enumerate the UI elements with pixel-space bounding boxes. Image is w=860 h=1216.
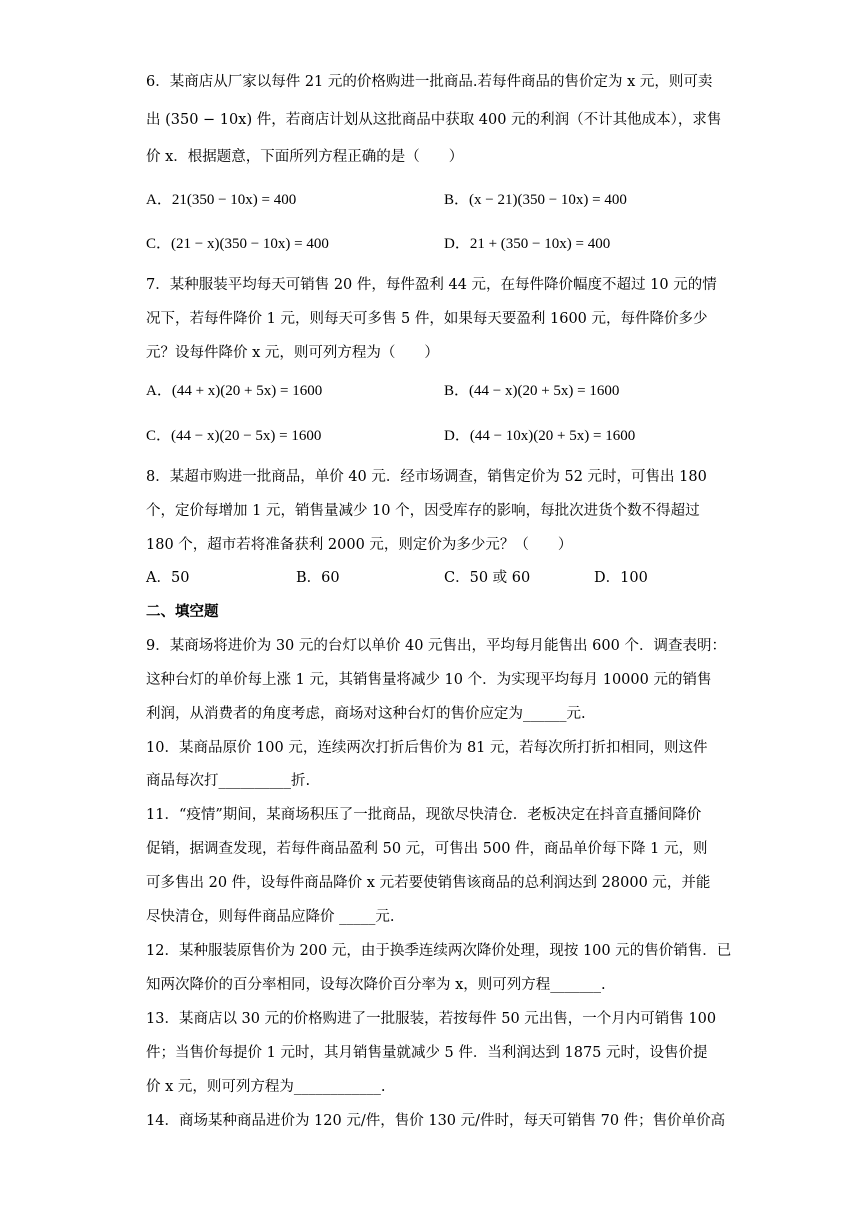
question-6-line-2: 出 (350 − 10x) 件，若商店计划从这批商品中获取 400 元的利润（不计其他成本），求售 xyxy=(146,112,722,128)
question-8-option-a: A．50 xyxy=(146,570,190,586)
question-7-option-c: C．(44 − x)(20 − 5x) = 1600 xyxy=(146,428,322,444)
question-6-option-c: C．(21 − x)(350 − 10x) = 400 xyxy=(146,236,329,252)
question-9-line-3: 利润，从消费者的角度考虑，商场对这种台灯的售价应定为______元. xyxy=(146,706,586,722)
question-13-line-3: 价 x 元，则可列方程为____________. xyxy=(146,1079,386,1095)
question-7-option-a: A．(44 + x)(20 + 5x) = 1600 xyxy=(146,383,323,399)
question-11-line-1: 11．“疫情”期间，某商场积压了一批商品，现欲尽快清仓．老板决定在抖音直播间降价 xyxy=(146,807,702,823)
question-7-line-2: 况下，若每件降价 1 元，则每天可多售 5 件，如果每天要盈利 1600 元，每件降价多少 xyxy=(146,311,708,327)
question-6-option-b: B．(x − 21)(350 − 10x) = 400 xyxy=(444,192,627,208)
question-8-line-2: 个，定价每增加 1 元，销售量减少 10 个，因受库存的影响，每批次进货个数不得超过 xyxy=(146,503,700,519)
question-6-option-a: A．21(350 − 10x) = 400 xyxy=(146,192,297,208)
question-7-line-3: 元？设每件降价 x 元，则可列方程为（ ） xyxy=(146,345,439,361)
question-8-line-3: 180 个，超市若将准备获利 2000 元，则定价为多少元？（ ） xyxy=(146,537,573,553)
question-7-option-d: D．(44 − 10x)(20 + 5x) = 1600 xyxy=(444,428,636,444)
question-13-line-2: 件；当售价每提价 1 元时，其月销售量就减少 5 件．当利润达到 1875 元时，设售价提 xyxy=(146,1045,708,1061)
question-6-line-3: 价 x．根据题意，下面所列方程正确的是（ ） xyxy=(146,149,464,165)
question-9-line-1: 9．某商场将进价为 30 元的台灯以单价 40 元售出，平均每月能售出 600 个．调查表明： xyxy=(146,638,726,654)
question-6-line-1: 6．某商店从厂家以每件 21 元的价格购进一批商品.若每件商品的售价定为 x 元，则可卖 xyxy=(146,74,713,90)
question-11-line-2: 促销，据调查发现，若每件商品盈利 50 元，可售出 500 件，商品单价每下降 1 元，则 xyxy=(146,841,708,857)
question-9-line-2: 这种台灯的单价每上涨 1 元，其销售量将减少 10 个．为实现平均每月 10000 元的销售 xyxy=(146,672,712,688)
question-8-line-1: 8．某超市购进一批商品，单价 40 元．经市场调查，销售定价为 52 元时，可售出 180 xyxy=(146,469,707,485)
question-8-option-d: D．100 xyxy=(594,570,648,586)
question-10-line-2: 商品每次打__________折. xyxy=(146,773,311,789)
question-11-line-3: 可多售出 20 件，设每件商品降价 x 元若要使销售该商品的总利润达到 28000 元，并能 xyxy=(146,875,711,891)
question-14-line-1: 14．商场某种商品进价为 120 元/件，售价 130 元/件时，每天可销售 70 件；售价单价高 xyxy=(146,1113,726,1129)
section-heading-fill-in: 二、填空题 xyxy=(146,604,219,620)
question-8-option-b: B．60 xyxy=(296,570,340,586)
question-7-line-1: 7．某种服装平均每天可销售 20 件，每件盈利 44 元，在每件降价幅度不超过 10 元的情 xyxy=(146,277,717,293)
question-13-line-1: 13．某商店以 30 元的价格购进了一批服装，若按每件 50 元出售，一个月内可销售 100 xyxy=(146,1011,717,1027)
question-8-option-c: C．50 或 60 xyxy=(444,570,531,586)
question-12-line-1: 12．某种服装原售价为 200 元，由于换季连续两次降价处理，现按 100 元的售价销售．已 xyxy=(146,943,732,959)
question-11-line-4: 尽快清仓，则每件商品应降价 _____元. xyxy=(146,909,395,925)
question-6-option-d: D．21 + (350 − 10x) = 400 xyxy=(444,236,611,252)
question-12-line-2: 知两次降价的百分率相同，设每次降价百分率为 x，则可列方程_______. xyxy=(146,977,606,993)
question-10-line-1: 10．某商品原价 100 元，连续两次打折后售价为 81 元，若每次所打折扣相同，则这件 xyxy=(146,740,708,756)
question-7-option-b: B．(44 − x)(20 + 5x) = 1600 xyxy=(444,383,620,399)
